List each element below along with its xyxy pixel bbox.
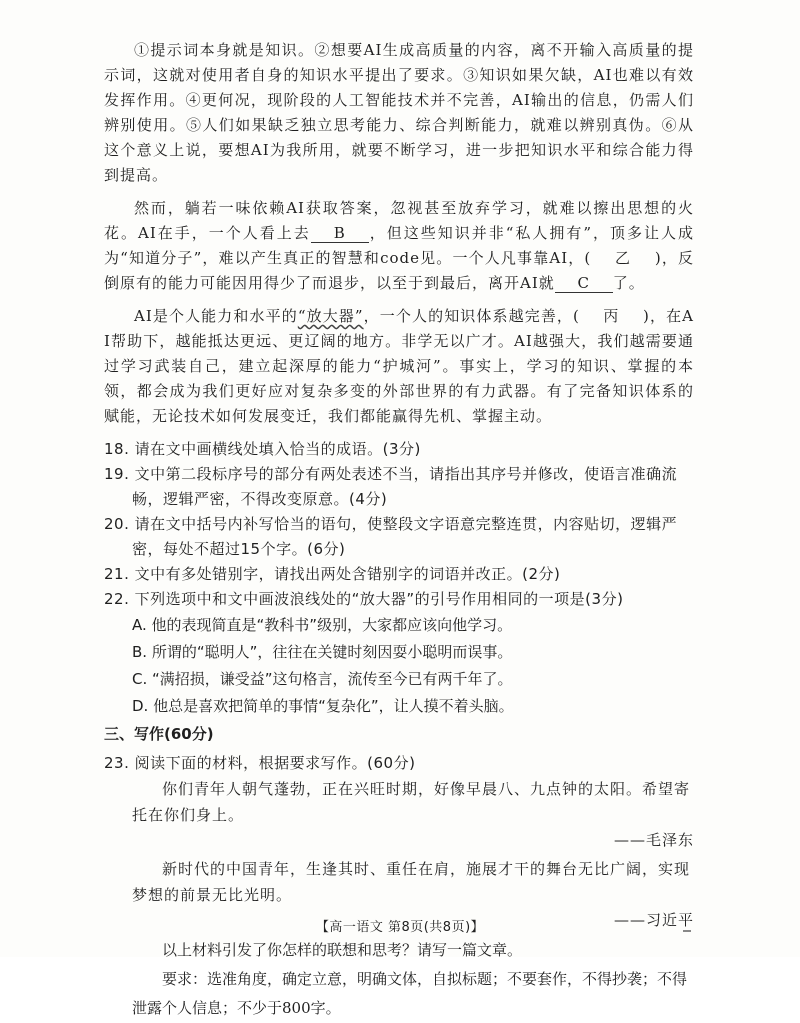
paren-label-bing: 丙 <box>603 307 620 325</box>
question-23: 23. 阅读下面的材料，根据要求写作。(60分) <box>104 754 416 772</box>
material-quote-1: 你们青年人朝气蓬勃，正在兴旺时期，好像早晨八、九点钟的太阳。希望寄托在你们身上。 <box>132 780 691 824</box>
quote-author-1: ——毛泽东 <box>613 831 694 849</box>
option-a: A. 他的表现简直是“教科书”级别，大家都应该向他学习。 <box>132 616 513 634</box>
passage-text: ，一个人的知识体系越完善，( <box>363 307 580 325</box>
writing-prompt: 以上材料引发了你怎样的联想和思考？请写一篇文章。 <box>162 941 523 959</box>
question-18: 18. 请在文中画横线处填入恰当的成语。(3分) <box>104 440 421 458</box>
option-d: D. 他总是喜欢把简单的事情“复杂化”，让人摸不着头脑。 <box>132 697 514 715</box>
passage-text: AI是个人能力和水平的 <box>134 307 298 325</box>
passage-text: )，在AI帮助下，越能抵达更远、更辽阔的地方。非学无以广才。AI越强大，我们越需要通过学习武装自己，建立起深厚的能力“护城河”。事实上，学习的知识、掌握的本领，都会成为我们更好应对复杂多变的外部世界的有力武器。有了完备知识体系的赋能，无论技术如何发展变迁，我们都能赢得先机、掌握主动。 <box>104 307 695 425</box>
question-22: 22. 下列选项中和文中画波浪线处的“放大器”的引号作用相同的一项是(3分) <box>104 590 624 608</box>
passage-text: 了。 <box>612 274 645 292</box>
blank-c: C <box>555 274 613 293</box>
passage-text: ，但这些知识并非“私人拥有”，顶多让人成为“知道分子”，难以产生真正的智慧和code见。一个人凡事靠AI，( <box>104 224 694 267</box>
option-c: C. “满招损，谦受益”这句格言，流传至今已有两千年了。 <box>132 670 513 688</box>
paren-bing <box>580 307 643 325</box>
passage-paragraph-2 <box>104 196 694 296</box>
option-b: B. 所谓的“聪明人”，往往在关键时刻因耍小聪明而误事。 <box>132 643 513 661</box>
material-quote-2: 新时代的中国青年，生逢其时、重任在肩，施展才干的舞台无比广阔，实现梦想的前景无比光明。 <box>132 860 691 904</box>
paren-label-yi: 乙 <box>614 249 632 267</box>
question-20: 20. 请在文中括号内补写恰当的语句，使整段文字语意完整连贯，内容贴切，逻辑严密，每处不超过15个字。(6分) <box>104 515 678 558</box>
writing-requirements: 要求：选准角度，确定立意，明确文体，自拟标题；不要套作，不得抄袭；不得泄露个人信息；不少于800字。 <box>132 970 688 1017</box>
corner-mark <box>683 930 691 932</box>
section-title-writing: 三、写作(60分) <box>104 725 214 743</box>
page-footer: 【高一语文 第8页(共8页)】 <box>315 920 485 935</box>
paren-yi <box>591 249 655 267</box>
page-content <box>104 38 694 1023</box>
passage-paragraph-3 <box>104 304 694 429</box>
wavy-underlined-term: “放大器” <box>297 307 364 325</box>
quote-author-2: ——习近平 <box>613 911 694 929</box>
passage-text: )，反倒原有的能力可能因用得少了而退步，以至于到最后，离开AI就 <box>104 249 694 292</box>
question-19: 19. 文中第二段标序号的部分有两处表述不当，请指出其序号并修改，使语言准确流畅，逻辑严密，不得改变原意。(4分) <box>104 465 678 508</box>
passage-text: 然而，躺若一味依赖AI获取答案，忽视甚至放弃学习，就难以擦出思想的火花。AI在手，一个人看上去 <box>104 199 694 242</box>
passage-paragraph-1: ①提示词本身就是知识。②想要AI生成高质量的内容，离不开输入高质量的提示词，这就对使用者自身的知识水平提出了要求。③知识如果欠缺，AI也难以有效发挥作用。④更何况，现阶段的人工智能技术并不完善，AI输出的信息，仍需人们辨别使用。⑤人们如果缺乏独立思考能力、综合判断能力，就难以辨别真伪。⑥从这个意义上说，要想AI为我所用，就要不断学习，进一步把知识水平和综合能力得到提高。 <box>104 41 694 184</box>
question-21: 21. 文中有多处错别字，请找出两处含错别字的词语并改正。(2分) <box>104 565 561 583</box>
blank-b: B <box>311 224 369 243</box>
